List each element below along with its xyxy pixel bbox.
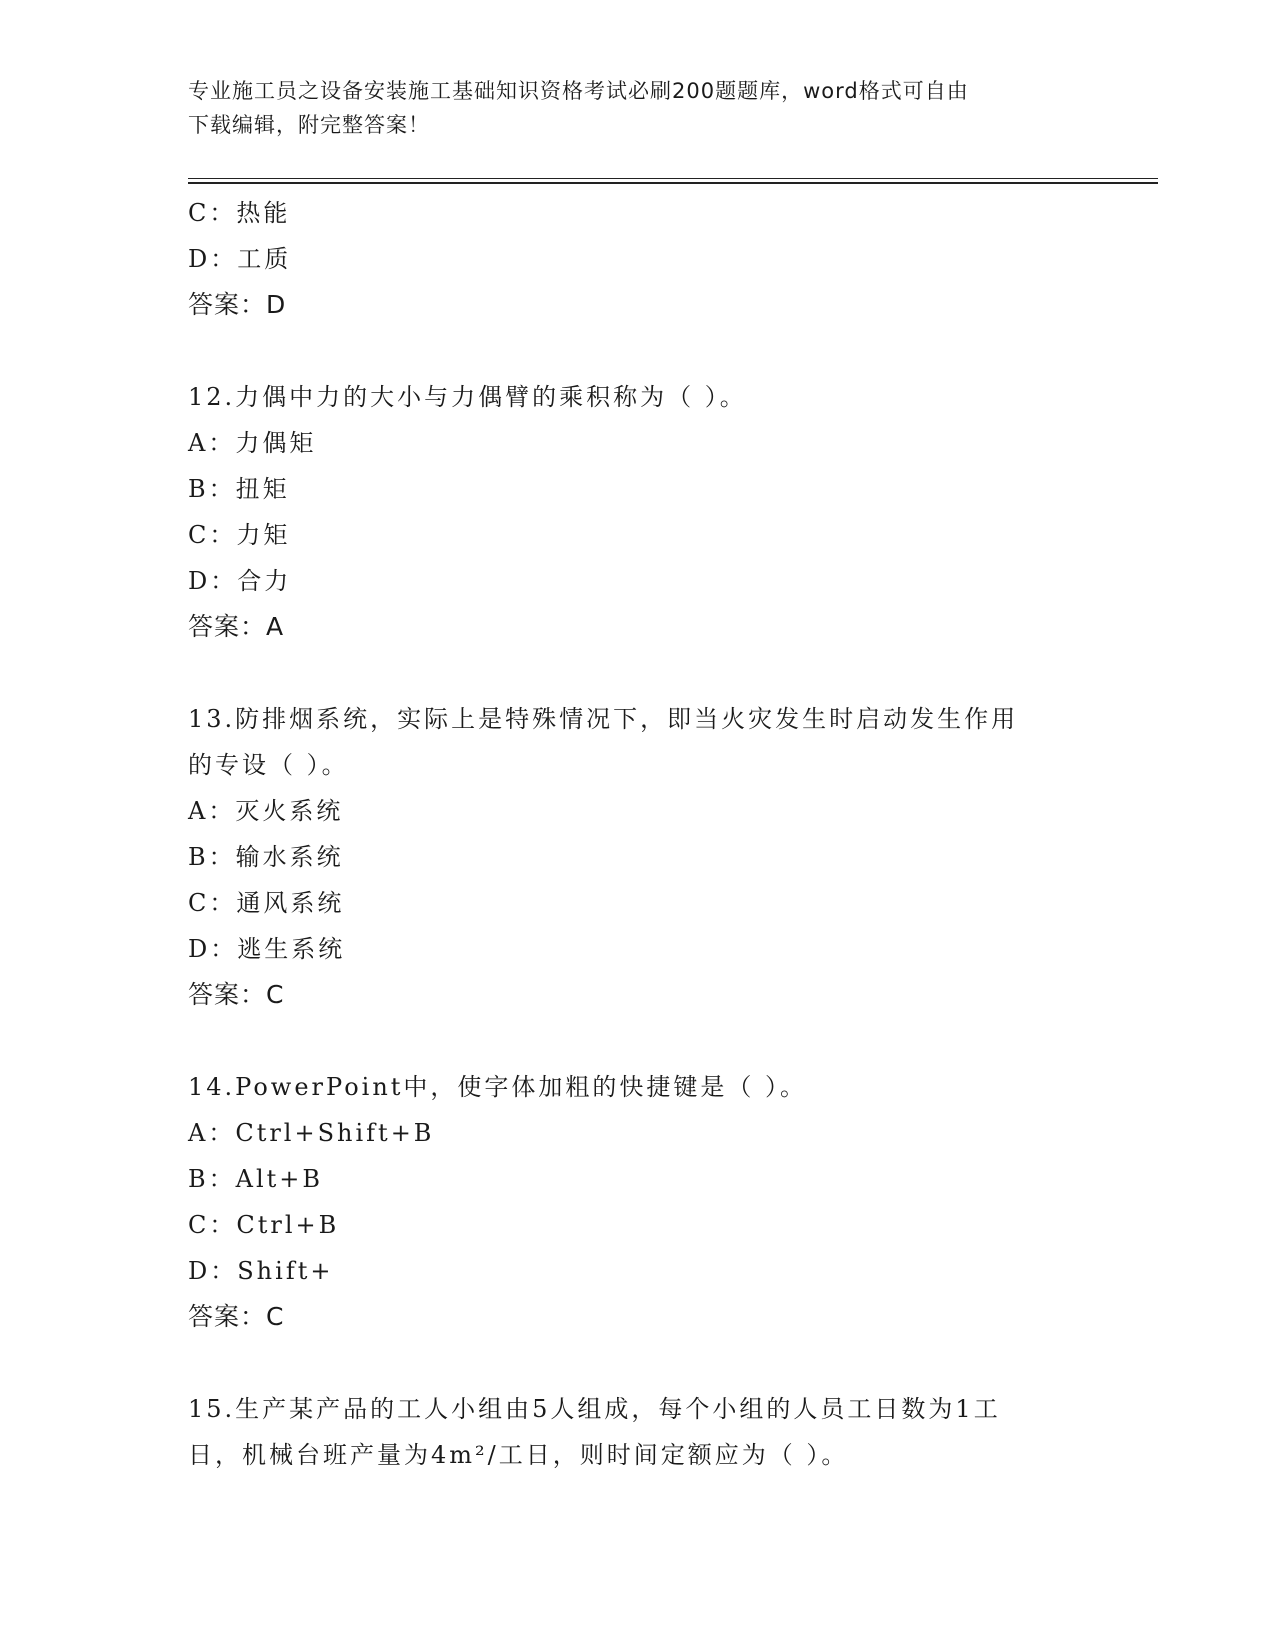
answer-label: 答案：D	[188, 290, 287, 319]
document-header	[188, 74, 1068, 142]
spacer	[188, 1340, 1088, 1386]
question-block-12	[188, 374, 1088, 650]
option-a: A：Ctrl+Shift+B	[188, 1119, 435, 1147]
header-line-1: 专业施工员之设备安装施工基础知识资格考试必刷200题题库，word格式可自由	[188, 79, 969, 103]
question-list	[188, 190, 1088, 1478]
question-block-14	[188, 1064, 1088, 1340]
question-stem-line-2: 的专设（ ）。	[188, 751, 349, 779]
option-c: C：力矩	[188, 521, 291, 549]
question-block-partial	[188, 190, 1088, 328]
question-block-13	[188, 696, 1088, 1018]
option-c: C：通风系统	[188, 889, 345, 917]
header-line-2: 下载编辑，附完整答案！	[188, 113, 430, 137]
question-stem: 14.PowerPoint中，使字体加粗的快捷键是（ ）。	[188, 1073, 808, 1101]
question-stem-line-2: 日，机械台班产量为4m²/工日，则时间定额应为（ ）。	[188, 1441, 849, 1469]
option-b: B：Alt+B	[188, 1165, 324, 1193]
option-c: C：热能	[188, 199, 291, 227]
spacer	[188, 328, 1088, 374]
option-a: A：灭火系统	[188, 797, 344, 825]
answer-label: 答案：C	[188, 980, 285, 1009]
option-d: D：Shift+	[188, 1257, 334, 1285]
option-a: A：力偶矩	[188, 429, 317, 457]
answer-label: 答案：C	[188, 1302, 285, 1331]
option-b: B：扭矩	[188, 475, 290, 503]
answer-label: 答案：A	[188, 612, 285, 641]
question-stem-line-1: 13.防排烟系统，实际上是特殊情况下，即当火灾发生时启动发生作用	[188, 705, 1019, 733]
question-stem-line-1: 15.生产某产品的工人小组由5人组成，每个小组的人员工日数为1工	[188, 1395, 1001, 1423]
spacer	[188, 1018, 1088, 1064]
spacer	[188, 650, 1088, 696]
option-c: C：Ctrl+B	[188, 1211, 340, 1239]
option-d: D：逃生系统	[188, 935, 346, 963]
question-block-15	[188, 1386, 1088, 1478]
option-d: D：合力	[188, 567, 292, 595]
header-divider-thick	[188, 182, 1158, 184]
question-stem: 12.力偶中力的大小与力偶臂的乘积称为（ ）。	[188, 383, 747, 411]
header-divider-thin	[188, 178, 1158, 179]
option-d: D：工质	[188, 245, 292, 273]
option-b: B：输水系统	[188, 843, 344, 871]
